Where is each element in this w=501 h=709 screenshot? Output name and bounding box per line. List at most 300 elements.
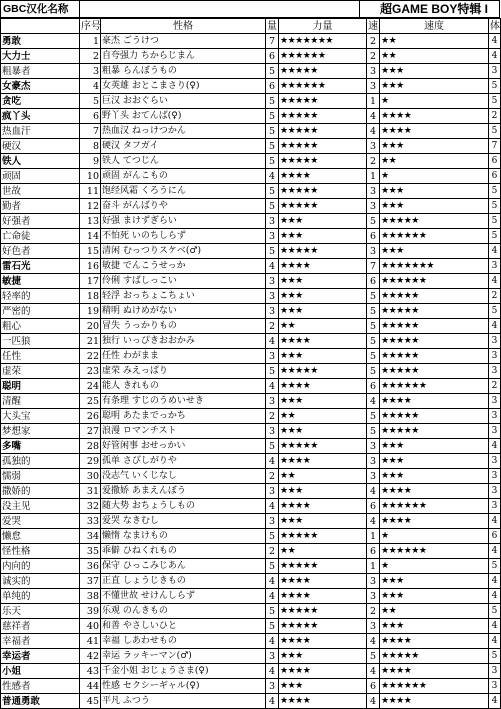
table-row <box>1 319 501 334</box>
speed-stars-cell: ★★★ <box>380 139 489 154</box>
speed-stars-cell: ★★★★ <box>380 124 489 139</box>
name-cell: 单纯的 <box>1 589 80 604</box>
index-cell: 4 <box>80 79 101 94</box>
speed-value-cell: 5 <box>367 289 380 304</box>
speed-stars-cell: ★★★★★ <box>380 424 489 439</box>
speed-stars-cell: ★ <box>380 169 489 184</box>
table-row <box>1 94 501 109</box>
index-cell: 32 <box>80 499 101 514</box>
speed-value-cell: 6 <box>367 229 380 244</box>
table-row <box>1 199 501 214</box>
personality-cell: 不怕死 いのちしらず <box>101 229 266 244</box>
power-stars-cell: ★★★★★ <box>279 244 367 259</box>
power-stars-cell: ★★★★ <box>279 574 367 589</box>
speed-value-cell: 4 <box>367 634 380 649</box>
power-value-cell: 4 <box>266 379 279 394</box>
stamina-cell: 3 <box>489 484 501 499</box>
speed-stars-cell: ★ <box>380 94 489 109</box>
stamina-cell: 3 <box>489 259 501 274</box>
index-cell: 17 <box>80 274 101 289</box>
table-row <box>1 334 501 349</box>
table-row <box>1 424 501 439</box>
speed-stars-cell: ★★★ <box>380 64 489 79</box>
name-cell: 内向的 <box>1 559 80 574</box>
power-stars-cell: ★★★★★ <box>279 439 367 454</box>
power-stars-cell: ★★★★★ <box>279 604 367 619</box>
index-cell: 29 <box>80 454 101 469</box>
speed-value-cell: 1 <box>367 169 380 184</box>
table-row <box>1 574 501 589</box>
name-cell: 大头宝 <box>1 409 80 424</box>
personality-cell: 独行 いっぴきおおかみ <box>101 334 266 349</box>
name-cell: 雷石光 <box>1 259 80 274</box>
index-cell: 2 <box>80 49 101 64</box>
speed-value-cell: 3 <box>367 619 380 634</box>
power-stars-cell: ★★★★ <box>279 694 367 709</box>
speed-value-cell: 4 <box>367 394 380 409</box>
index-cell: 10 <box>80 169 101 184</box>
table-row <box>1 484 501 499</box>
table-row <box>1 454 501 469</box>
speed-stars-cell: ★★★ <box>380 469 489 484</box>
power-stars-cell: ★★★ <box>279 289 367 304</box>
table-row <box>1 439 501 454</box>
personality-cell: 没志气 いくじなし <box>101 469 266 484</box>
stamina-cell: 4 <box>489 574 501 589</box>
name-cell: 懒怠 <box>1 529 80 544</box>
power-value-cell: 3 <box>266 649 279 664</box>
table-row <box>1 499 501 514</box>
stamina-cell: 4 <box>489 544 501 559</box>
speed-value-cell: 1 <box>367 94 380 109</box>
speed-value-cell: 3 <box>367 184 380 199</box>
table-row <box>1 274 501 289</box>
power-stars-cell: ★★★★ <box>279 454 367 469</box>
personality-cell: 千金小姐 おじょうさま(♀) <box>101 664 266 679</box>
index-cell: 31 <box>80 484 101 499</box>
stamina-cell: 4 <box>489 619 501 634</box>
power-value-cell: 5 <box>266 364 279 379</box>
speed-stars-cell: ★★★★★ <box>380 349 489 364</box>
power-stars-cell: ★★★★★ <box>279 529 367 544</box>
speed-value-cell: 5 <box>367 409 380 424</box>
power-stars-cell: ★★★★★ <box>279 364 367 379</box>
table-row <box>1 64 501 79</box>
personality-cell: 爱撒娇 あまえんぼう <box>101 484 266 499</box>
stamina-cell: 4 <box>489 694 501 709</box>
speed-value-cell: 4 <box>367 514 380 529</box>
speed-stars-cell: ★★★★★ <box>380 649 489 664</box>
speed-stars-cell: ★★★★ <box>380 484 489 499</box>
index-cell: 28 <box>80 439 101 454</box>
table-row <box>1 139 501 154</box>
name-cell: 怪性格 <box>1 544 80 559</box>
personality-cell: 乐观 のんきもの <box>101 604 266 619</box>
stamina-cell: 5 <box>489 124 501 139</box>
speed-value-cell: 5 <box>367 649 380 664</box>
power-value-cell: 5 <box>266 619 279 634</box>
speed-value-cell: 5 <box>367 364 380 379</box>
speed-value-cell: 5 <box>367 334 380 349</box>
title-spacer <box>79 0 359 18</box>
speed-value-cell: 1 <box>367 529 380 544</box>
speed-value-cell: 2 <box>367 34 380 49</box>
stamina-cell: 3 <box>489 664 501 679</box>
power-stars-cell: ★★★ <box>279 424 367 439</box>
personality-cell: 顽固 がんこもの <box>101 169 266 184</box>
index-cell: 16 <box>80 259 101 274</box>
power-value-cell: 2 <box>266 319 279 334</box>
power-stars-cell: ★★★ <box>279 214 367 229</box>
name-cell: 女豪杰 <box>1 79 80 94</box>
speed-stars-cell: ★★★★★ <box>380 319 489 334</box>
index-cell: 26 <box>80 409 101 424</box>
power-value-cell: 5 <box>266 154 279 169</box>
speed-stars-cell: ★★★★★ <box>380 364 489 379</box>
stamina-cell: 4 <box>489 514 501 529</box>
power-value-cell: 5 <box>266 184 279 199</box>
speed-stars-cell: ★★★★★★ <box>380 679 489 694</box>
name-cell: 多嘴 <box>1 439 80 454</box>
name-cell: 一匹狼 <box>1 334 80 349</box>
table-row <box>1 649 501 664</box>
power-value-cell: 5 <box>266 559 279 574</box>
name-cell: 硬汉 <box>1 139 80 154</box>
speed-stars-cell: ★★★★★ <box>380 334 489 349</box>
speed-stars-cell: ★★★★★★ <box>380 379 489 394</box>
stamina-cell: 3 <box>489 334 501 349</box>
personality-cell: 豪杰 ごうけつ <box>101 34 266 49</box>
power-value-cell: 3 <box>266 424 279 439</box>
power-stars-cell: ★★★★★★ <box>279 79 367 94</box>
table-row <box>1 634 501 649</box>
stamina-cell: 5 <box>489 229 501 244</box>
speed-value-cell: 5 <box>367 304 380 319</box>
speed-value-cell: 7 <box>367 259 380 274</box>
power-stars-cell: ★★★ <box>279 514 367 529</box>
personality-cell: 懒惰 なまけもの <box>101 529 266 544</box>
index-cell: 8 <box>80 139 101 154</box>
index-cell: 42 <box>80 649 101 664</box>
stamina-cell: 4 <box>489 244 501 259</box>
table-row <box>1 364 501 379</box>
personality-cell: 冒失 うっかりもの <box>101 319 266 334</box>
index-cell: 45 <box>80 694 101 709</box>
speed-stars-cell: ★★★★★★ <box>380 499 489 514</box>
name-cell: 大力士 <box>1 49 80 64</box>
stamina-cell: 2 <box>489 379 501 394</box>
power-stars-cell: ★★★★★ <box>279 139 367 154</box>
power-value-cell: 3 <box>266 214 279 229</box>
header-power: 力量 <box>279 19 367 34</box>
power-value-cell: 4 <box>266 664 279 679</box>
power-stars-cell: ★★ <box>279 469 367 484</box>
power-stars-cell: ★★★ <box>279 304 367 319</box>
power-value-cell: 5 <box>266 94 279 109</box>
index-cell: 19 <box>80 304 101 319</box>
power-value-cell: 5 <box>266 529 279 544</box>
speed-stars-cell: ★★★ <box>380 244 489 259</box>
power-value-cell: 4 <box>266 259 279 274</box>
speed-value-cell: 5 <box>367 349 380 364</box>
name-cell: 清醒 <box>1 394 80 409</box>
name-cell: 勇敢 <box>1 34 80 49</box>
index-cell: 9 <box>80 154 101 169</box>
table-row <box>1 619 501 634</box>
power-value-cell: 4 <box>266 574 279 589</box>
table-row <box>1 664 501 679</box>
table-row <box>1 124 501 139</box>
power-stars-cell: ★★★★ <box>279 664 367 679</box>
power-value-cell: 5 <box>266 124 279 139</box>
power-stars-cell: ★★★★★ <box>279 184 367 199</box>
power-value-cell: 4 <box>266 694 279 709</box>
table-row <box>1 259 501 274</box>
speed-stars-cell: ★★★★ <box>380 394 489 409</box>
power-stars-cell: ★★ <box>279 409 367 424</box>
personality-cell: 伶俐 すばしっこい <box>101 274 266 289</box>
speed-value-cell: 4 <box>367 109 380 124</box>
power-value-cell: 4 <box>266 634 279 649</box>
personality-cell: 随大势 おちょうしもの <box>101 499 266 514</box>
index-cell: 41 <box>80 634 101 649</box>
index-cell: 43 <box>80 664 101 679</box>
personality-cell: 野丫头 おてんば(♀) <box>101 109 266 124</box>
table-row <box>1 559 501 574</box>
speed-value-cell: 1 <box>367 559 380 574</box>
stamina-cell: 3 <box>489 454 501 469</box>
speed-value-cell: 6 <box>367 499 380 514</box>
power-value-cell: 5 <box>266 439 279 454</box>
table-row <box>1 694 501 709</box>
table-row <box>1 604 501 619</box>
power-stars-cell: ★★★★★ <box>279 124 367 139</box>
power-value-cell: 7 <box>266 34 279 49</box>
table-row <box>1 184 501 199</box>
table-row <box>1 229 501 244</box>
index-cell: 1 <box>80 34 101 49</box>
name-cell: 梦想家 <box>1 424 80 439</box>
personality-cell: 和善 やさしいひと <box>101 619 266 634</box>
stamina-cell: 3 <box>489 424 501 439</box>
name-cell: 好色者 <box>1 244 80 259</box>
name-cell: 轻率的 <box>1 289 80 304</box>
speed-stars-cell: ★★★★★ <box>380 289 489 304</box>
power-stars-cell: ★★★ <box>279 394 367 409</box>
index-cell: 33 <box>80 514 101 529</box>
table-row <box>1 49 501 64</box>
speed-stars-cell: ★ <box>380 559 489 574</box>
personality-cell: 奋斗 がんばりや <box>101 199 266 214</box>
speed-stars-cell: ★★★ <box>380 574 489 589</box>
index-cell: 7 <box>80 124 101 139</box>
personality-cell: 女英雄 おとこまさり(♀) <box>101 79 266 94</box>
name-cell: 贪吃 <box>1 94 80 109</box>
speed-stars-cell: ★★ <box>380 154 489 169</box>
personality-cell: 敏捷 でんこうせっか <box>101 259 266 274</box>
power-value-cell: 3 <box>266 484 279 499</box>
personality-table <box>0 18 501 709</box>
power-value-cell: 5 <box>266 244 279 259</box>
power-stars-cell: ★★★★★ <box>279 559 367 574</box>
stamina-cell: 6 <box>489 169 501 184</box>
personality-cell: 不懂世故 せけんしらず <box>101 589 266 604</box>
stamina-cell: 5 <box>489 214 501 229</box>
power-value-cell: 4 <box>266 334 279 349</box>
power-stars-cell: ★★★★★ <box>279 199 367 214</box>
speed-stars-cell: ★★★★ <box>380 664 489 679</box>
table-row <box>1 154 501 169</box>
header-power-value: 量 <box>267 20 277 32</box>
power-value-cell: 4 <box>266 169 279 184</box>
name-cell: 热血汗 <box>1 124 80 139</box>
personality-cell: 能人 きれもの <box>101 379 266 394</box>
title-left: GBC汉化名称 <box>0 0 80 18</box>
power-value-cell: 2 <box>266 544 279 559</box>
stamina-cell: 3 <box>489 469 501 484</box>
table-row <box>1 679 501 694</box>
table-row <box>1 289 501 304</box>
speed-stars-cell: ★★★★ <box>380 634 489 649</box>
stamina-cell: 5 <box>489 304 501 319</box>
power-stars-cell: ★★★★★ <box>279 619 367 634</box>
power-value-cell: 5 <box>266 64 279 79</box>
speed-value-cell: 2 <box>367 49 380 64</box>
speed-stars-cell: ★★★ <box>380 589 489 604</box>
speed-stars-cell: ★ <box>380 529 489 544</box>
speed-value-cell: 4 <box>367 484 380 499</box>
personality-cell: 聪明 あたまでっかち <box>101 409 266 424</box>
speed-value-cell: 3 <box>367 199 380 214</box>
power-value-cell: 3 <box>266 679 279 694</box>
header-name <box>1 19 80 34</box>
personality-cell: 孤单 さびしがりや <box>101 454 266 469</box>
stamina-cell: 4 <box>489 49 501 64</box>
speed-value-cell: 3 <box>367 79 380 94</box>
index-cell: 44 <box>80 679 101 694</box>
name-cell: 聪明 <box>1 379 80 394</box>
speed-value-cell: 4 <box>367 664 380 679</box>
title-row <box>0 0 500 18</box>
stamina-cell: 3 <box>489 64 501 79</box>
personality-cell: 好强 まけずぎらい <box>101 214 266 229</box>
power-stars-cell: ★★★ <box>279 274 367 289</box>
name-cell: 顽固 <box>1 169 80 184</box>
stamina-cell: 5 <box>489 559 501 574</box>
speed-stars-cell: ★★★★ <box>380 109 489 124</box>
index-cell: 6 <box>80 109 101 124</box>
power-value-cell: 6 <box>266 79 279 94</box>
personality-cell: 爱哭 なきむし <box>101 514 266 529</box>
index-cell: 5 <box>80 94 101 109</box>
name-cell: 小姐 <box>1 664 80 679</box>
name-cell: 疯丫头 <box>1 109 80 124</box>
table-row <box>1 469 501 484</box>
index-cell: 14 <box>80 229 101 244</box>
speed-value-cell: 4 <box>367 124 380 139</box>
power-stars-cell: ★★★★ <box>279 334 367 349</box>
stamina-cell: 4 <box>489 274 501 289</box>
power-stars-cell: ★★★★★ <box>279 154 367 169</box>
personality-cell: 热血汉 ねっけつかん <box>101 124 266 139</box>
name-cell: 懦弱 <box>1 469 80 484</box>
power-value-cell: 5 <box>266 139 279 154</box>
power-stars-cell: ★★★★ <box>279 499 367 514</box>
personality-cell: 自夸强力 ちからじまん <box>101 49 266 64</box>
stamina-cell: 5 <box>489 649 501 664</box>
index-cell: 11 <box>80 184 101 199</box>
index-cell: 21 <box>80 334 101 349</box>
power-stars-cell: ★★★★★★★ <box>279 34 367 49</box>
index-cell: 22 <box>80 349 101 364</box>
stamina-cell: 4 <box>489 439 501 454</box>
stamina-cell: 4 <box>489 319 501 334</box>
speed-value-cell: 5 <box>367 214 380 229</box>
speed-value-cell: 6 <box>367 274 380 289</box>
personality-cell: 粗暴 らんぼうもの <box>101 64 266 79</box>
personality-cell: 浪漫 ロマンチスト <box>101 424 266 439</box>
personality-cell: 虚荣 みえっぱり <box>101 364 266 379</box>
stamina-cell: 4 <box>489 634 501 649</box>
personality-cell: 硬汉 タフガイ <box>101 139 266 154</box>
personality-cell: 乖僻 ひねくれもの <box>101 544 266 559</box>
speed-value-cell: 3 <box>367 64 380 79</box>
name-cell: 没主见 <box>1 499 80 514</box>
speed-stars-cell: ★★★★★ <box>380 304 489 319</box>
power-stars-cell: ★★★★ <box>279 169 367 184</box>
name-cell: 幸运者 <box>1 649 80 664</box>
power-stars-cell: ★★★★★ <box>279 64 367 79</box>
power-value-cell: 3 <box>266 514 279 529</box>
personality-cell: 铁人 てつじん <box>101 154 266 169</box>
index-cell: 3 <box>80 64 101 79</box>
power-value-cell: 2 <box>266 409 279 424</box>
name-cell: 好强者 <box>1 214 80 229</box>
speed-stars-cell: ★★★ <box>380 619 489 634</box>
power-value-cell: 5 <box>266 199 279 214</box>
power-stars-cell: ★★★★★★ <box>279 49 367 64</box>
table-row <box>1 304 501 319</box>
table-row <box>1 79 501 94</box>
stamina-cell: 7 <box>489 139 501 154</box>
power-stars-cell: ★★★★ <box>279 634 367 649</box>
speed-stars-cell: ★★★★★★ <box>380 229 489 244</box>
name-cell: 诚实的 <box>1 574 80 589</box>
speed-stars-cell: ★★ <box>380 34 489 49</box>
table-row <box>1 589 501 604</box>
power-stars-cell: ★★★ <box>279 349 367 364</box>
stamina-cell: 2 <box>489 289 501 304</box>
speed-value-cell: 4 <box>367 694 380 709</box>
stamina-cell: 5 <box>489 79 501 94</box>
personality-cell: 平凡 ふつう <box>101 694 266 709</box>
stamina-cell: 6 <box>489 154 501 169</box>
table-row <box>1 394 501 409</box>
stamina-cell: 5 <box>489 604 501 619</box>
personality-cell: 任性 わがまま <box>101 349 266 364</box>
name-cell: 普通勇敢 <box>1 694 80 709</box>
table-row <box>1 169 501 184</box>
power-value-cell: 5 <box>266 604 279 619</box>
personality-cell: 正直 しょうじきもの <box>101 574 266 589</box>
personality-cell: 饱经风霜 くろうにん <box>101 184 266 199</box>
speed-value-cell: 3 <box>367 454 380 469</box>
speed-stars-cell: ★★★★ <box>380 694 489 709</box>
speed-value-cell: 5 <box>367 424 380 439</box>
power-stars-cell: ★★★★★ <box>279 94 367 109</box>
personality-cell: 清闲 むっつりスケベ(♂) <box>101 244 266 259</box>
speed-stars-cell: ★★★ <box>380 439 489 454</box>
